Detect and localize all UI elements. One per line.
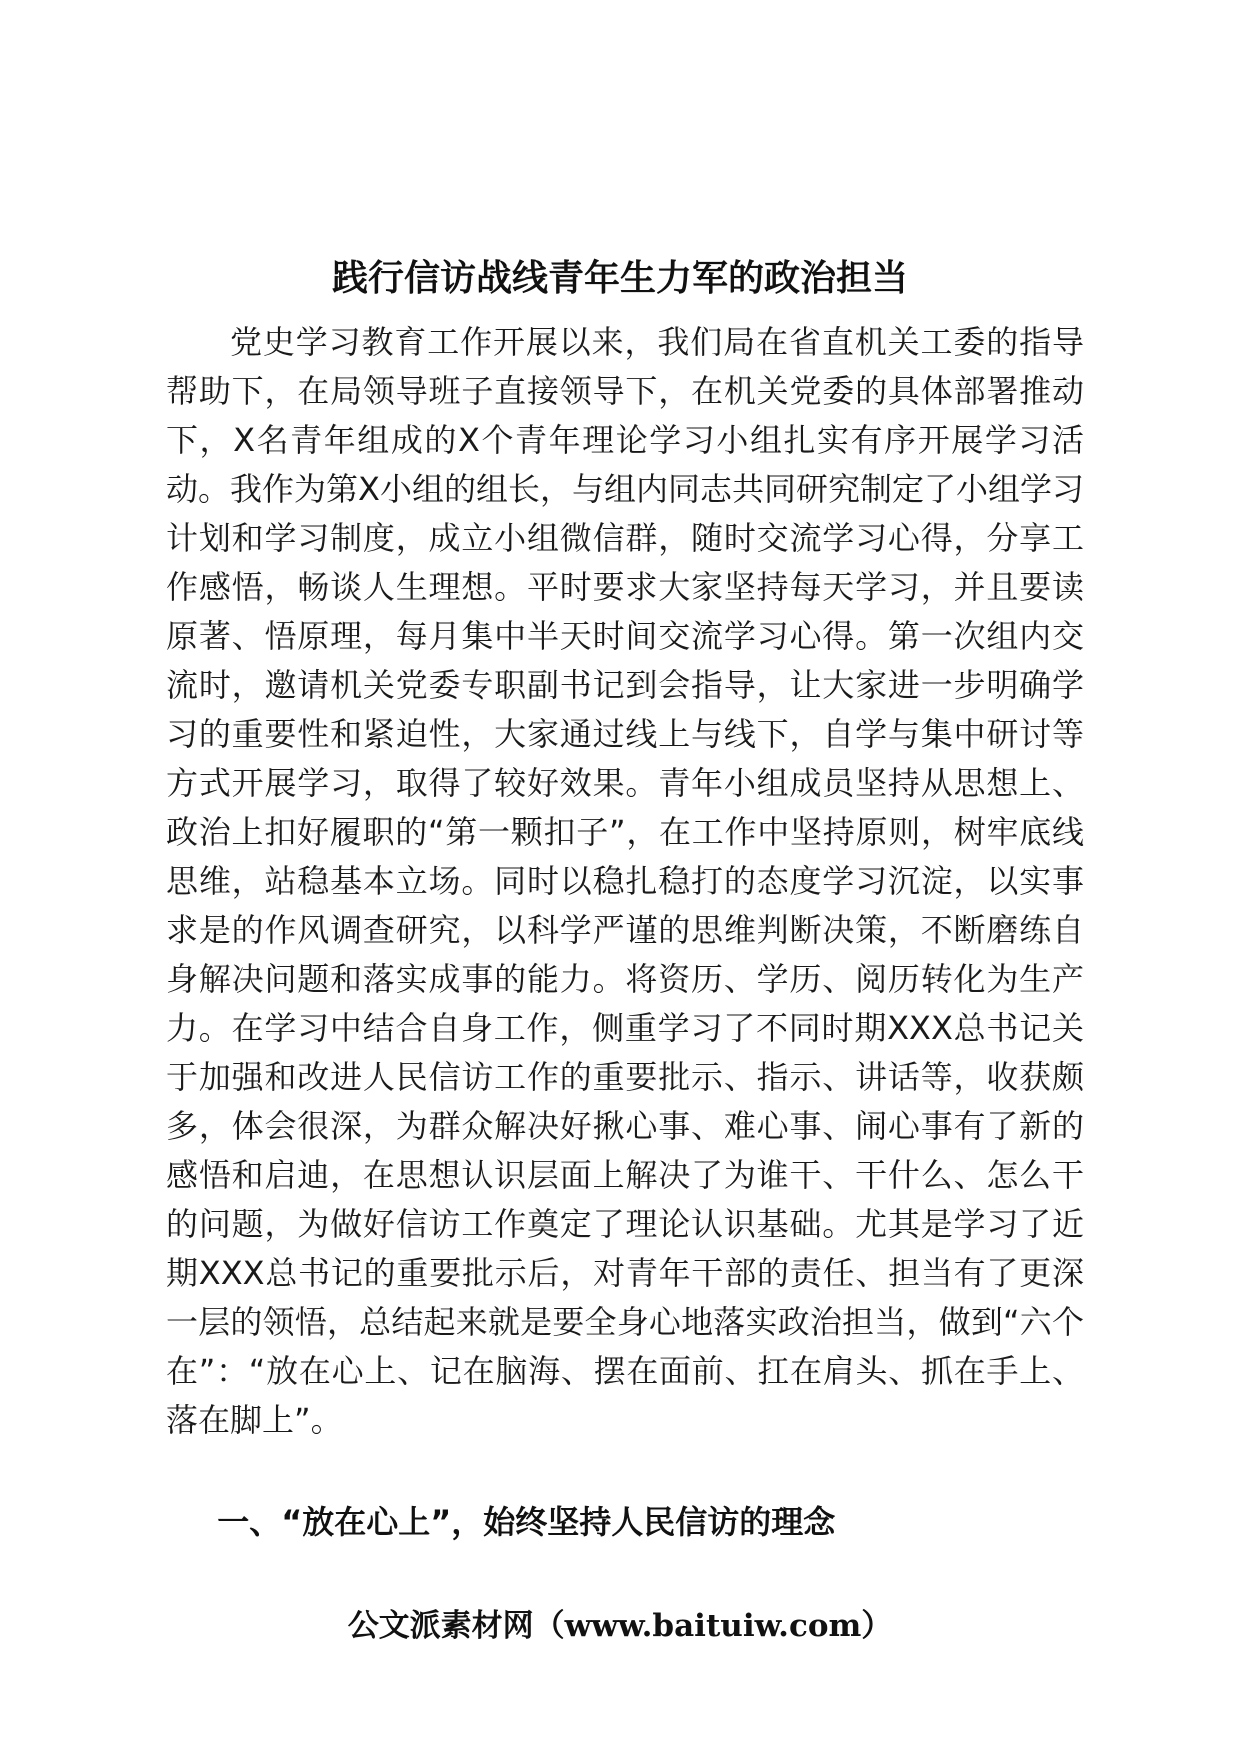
section-heading: 一、“放在心上”，始终坚持人民信访的理念: [217, 1503, 836, 1541]
document-title: 践行信访战线青年生力军的政治担当: [331, 257, 908, 299]
footer-watermark-text: 公文派素材网（www.baituiw.com）: [347, 1608, 893, 1644]
body-paragraph: 党史学习教育工作开展以来，我们局在省直机关工委的指导帮助下，在局领导班子直接领导下，在机关党委的具体部署推动下，X名青年组成的X个青年理论学习小组扎实有序开展学习活动。我作为第X小组的组长，与组内同志共同研究制定了小组学习计划和学习制度，成立小组微信群，随时交流学习心得，分享工作感悟，畅谈人生理想。平时要求大家坚持每天学习，并且要读原著、悟原理，每月集中半天时间交流学习心得。第一次组内交流时，邀请机关党委专职副书记到会指导，让大家进一步明确学习的重要性和紧迫性，大家通过线上与线下，自学与集中研讨等方式开展学习，取得了较好效果。青年小组成员坚持从思想上、政治上扣好履职的“第一颗扣子”，在工作中坚持原则，树牢底线思维，站稳基本立场。同时以稳扎稳打的态度学习沉淀，以实事求是的作风调查研究，以科学严谨的思维判断决策，不断磨练自身解决问题和落实成事的能力。将资历、学历、阅历转化为生产力。在学习中结合自身工作，侧重学习了不同时期XXX总书记关于加强和改进人民信访工作的重要批示、指示、讲话等，收获颇多，体会很深，为群众解决好揪心事、难心事、闹心事有了新的感悟和启迪，在思想认识层面上解决了为谁干、干什么、怎么干的问题，为做好信访工作奠定了理论认识基础。尤其是学习了近期XXX总书记的重要批示后，对青年干部的责任、担当有了更深一层的领悟，总结起来就是要全身心地落实政治担当，做到“六个在”：“放在心上、记在脑海、摆在面前、扛在肩头、抓在手上、落在脚上”。: [166, 323, 1084, 1439]
